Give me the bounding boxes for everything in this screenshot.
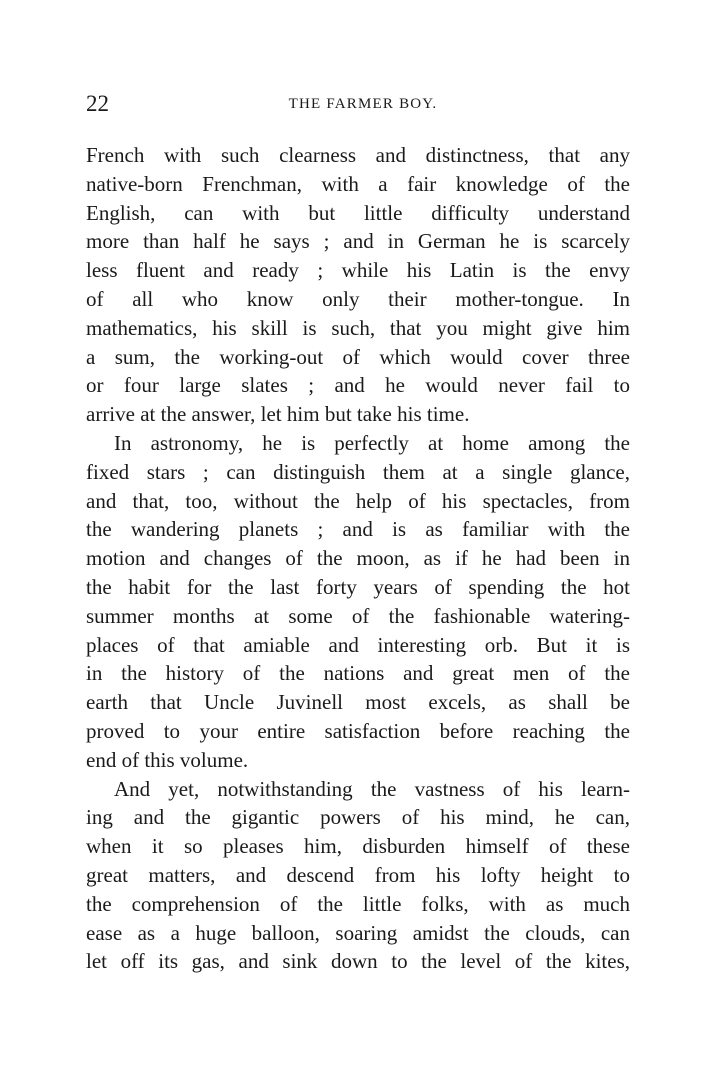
text-line: ing and the gigantic powers of his mind, he can,: [86, 805, 630, 830]
text-line: more than half he says ; and in German he is scarcely: [86, 229, 630, 254]
text-line: the habit for the last forty years of spending the hot: [86, 574, 630, 599]
text-line: in the history of the nations and great men of the: [86, 661, 630, 686]
text-line: arrive at the answer, let him but take his time.: [86, 402, 470, 427]
text-line: great matters, and descend from his lofty height to: [86, 862, 630, 887]
text-line: ease as a huge balloon, soaring amidst the clouds, can: [86, 920, 630, 945]
body-text: [86, 141, 630, 976]
text-line: places of that amiable and interesting orb. But it is: [86, 632, 630, 657]
text-line: mathematics, his skill is such, that you might give him: [86, 315, 630, 340]
paragraph-start-line: And yet, notwithstanding the vastness of his learn-: [114, 776, 630, 801]
text-line: end of this volume.: [86, 747, 249, 772]
text-line: native-born Frenchman, with a fair knowledge of the: [86, 171, 630, 196]
page-number: 22: [86, 91, 109, 116]
text-line: English, can with but little difficulty understand: [86, 200, 630, 225]
running-title: THE FARMER BOY.: [288, 96, 438, 112]
text-line: when it so pleases him, disburden himself of these: [86, 834, 630, 859]
text-line: and that, too, without the help of his spectacles, from: [86, 488, 630, 513]
text-line: the comprehension of the little folks, with as much: [86, 891, 630, 916]
text-line: less fluent and ready ; while his Latin is the envy: [86, 258, 630, 283]
text-line: motion and changes of the moon, as if he had been in: [86, 546, 630, 571]
running-head: [86, 92, 630, 116]
paragraph-start-line: In astronomy, he is perfectly at home among the: [114, 430, 630, 455]
text-line: the wandering planets ; and is as familiar with the: [86, 517, 630, 542]
text-line: earth that Uncle Juvinell most excels, as shall be: [86, 690, 630, 715]
text-line: fixed stars ; can distinguish them at a single glance,: [86, 459, 630, 484]
text-line: of all who know only their mother-tongue. In: [86, 286, 630, 311]
text-line: French with such clearness and distinctness, that any: [86, 143, 630, 167]
text-line: let off its gas, and sink down to the level of the kites,: [86, 949, 630, 974]
text-line: a sum, the working-out of which would cover three: [86, 344, 630, 369]
text-line: proved to your entire satisfaction before reaching the: [86, 718, 630, 743]
text-line: summer months at some of the fashionable watering-: [86, 603, 630, 628]
text-line: or four large slates ; and he would never fail to: [86, 373, 630, 398]
